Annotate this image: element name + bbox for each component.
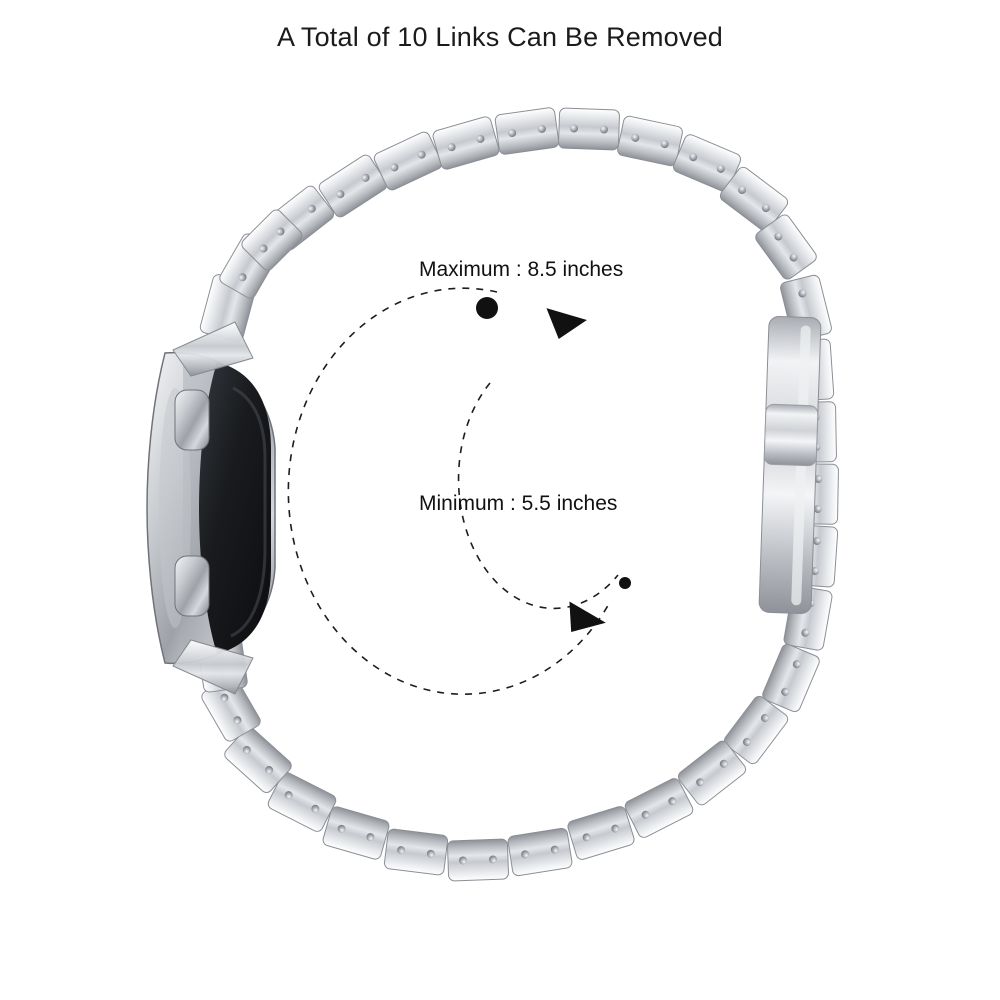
- watch-case: [147, 322, 275, 694]
- maximum-size-label: Maximum : 8.5 inches: [419, 258, 624, 281]
- minimum-size-label: Minimum : 5.5 inches: [419, 492, 618, 515]
- min-endpoint-dot: [619, 577, 631, 589]
- size-range-arrows: [288, 288, 618, 694]
- arrowhead-bottom: [565, 602, 608, 637]
- max-endpoint-dot: [476, 297, 498, 319]
- page-title: A Total of 10 Links Can Be Removed: [276, 22, 724, 52]
- arrowhead-top: [546, 304, 588, 340]
